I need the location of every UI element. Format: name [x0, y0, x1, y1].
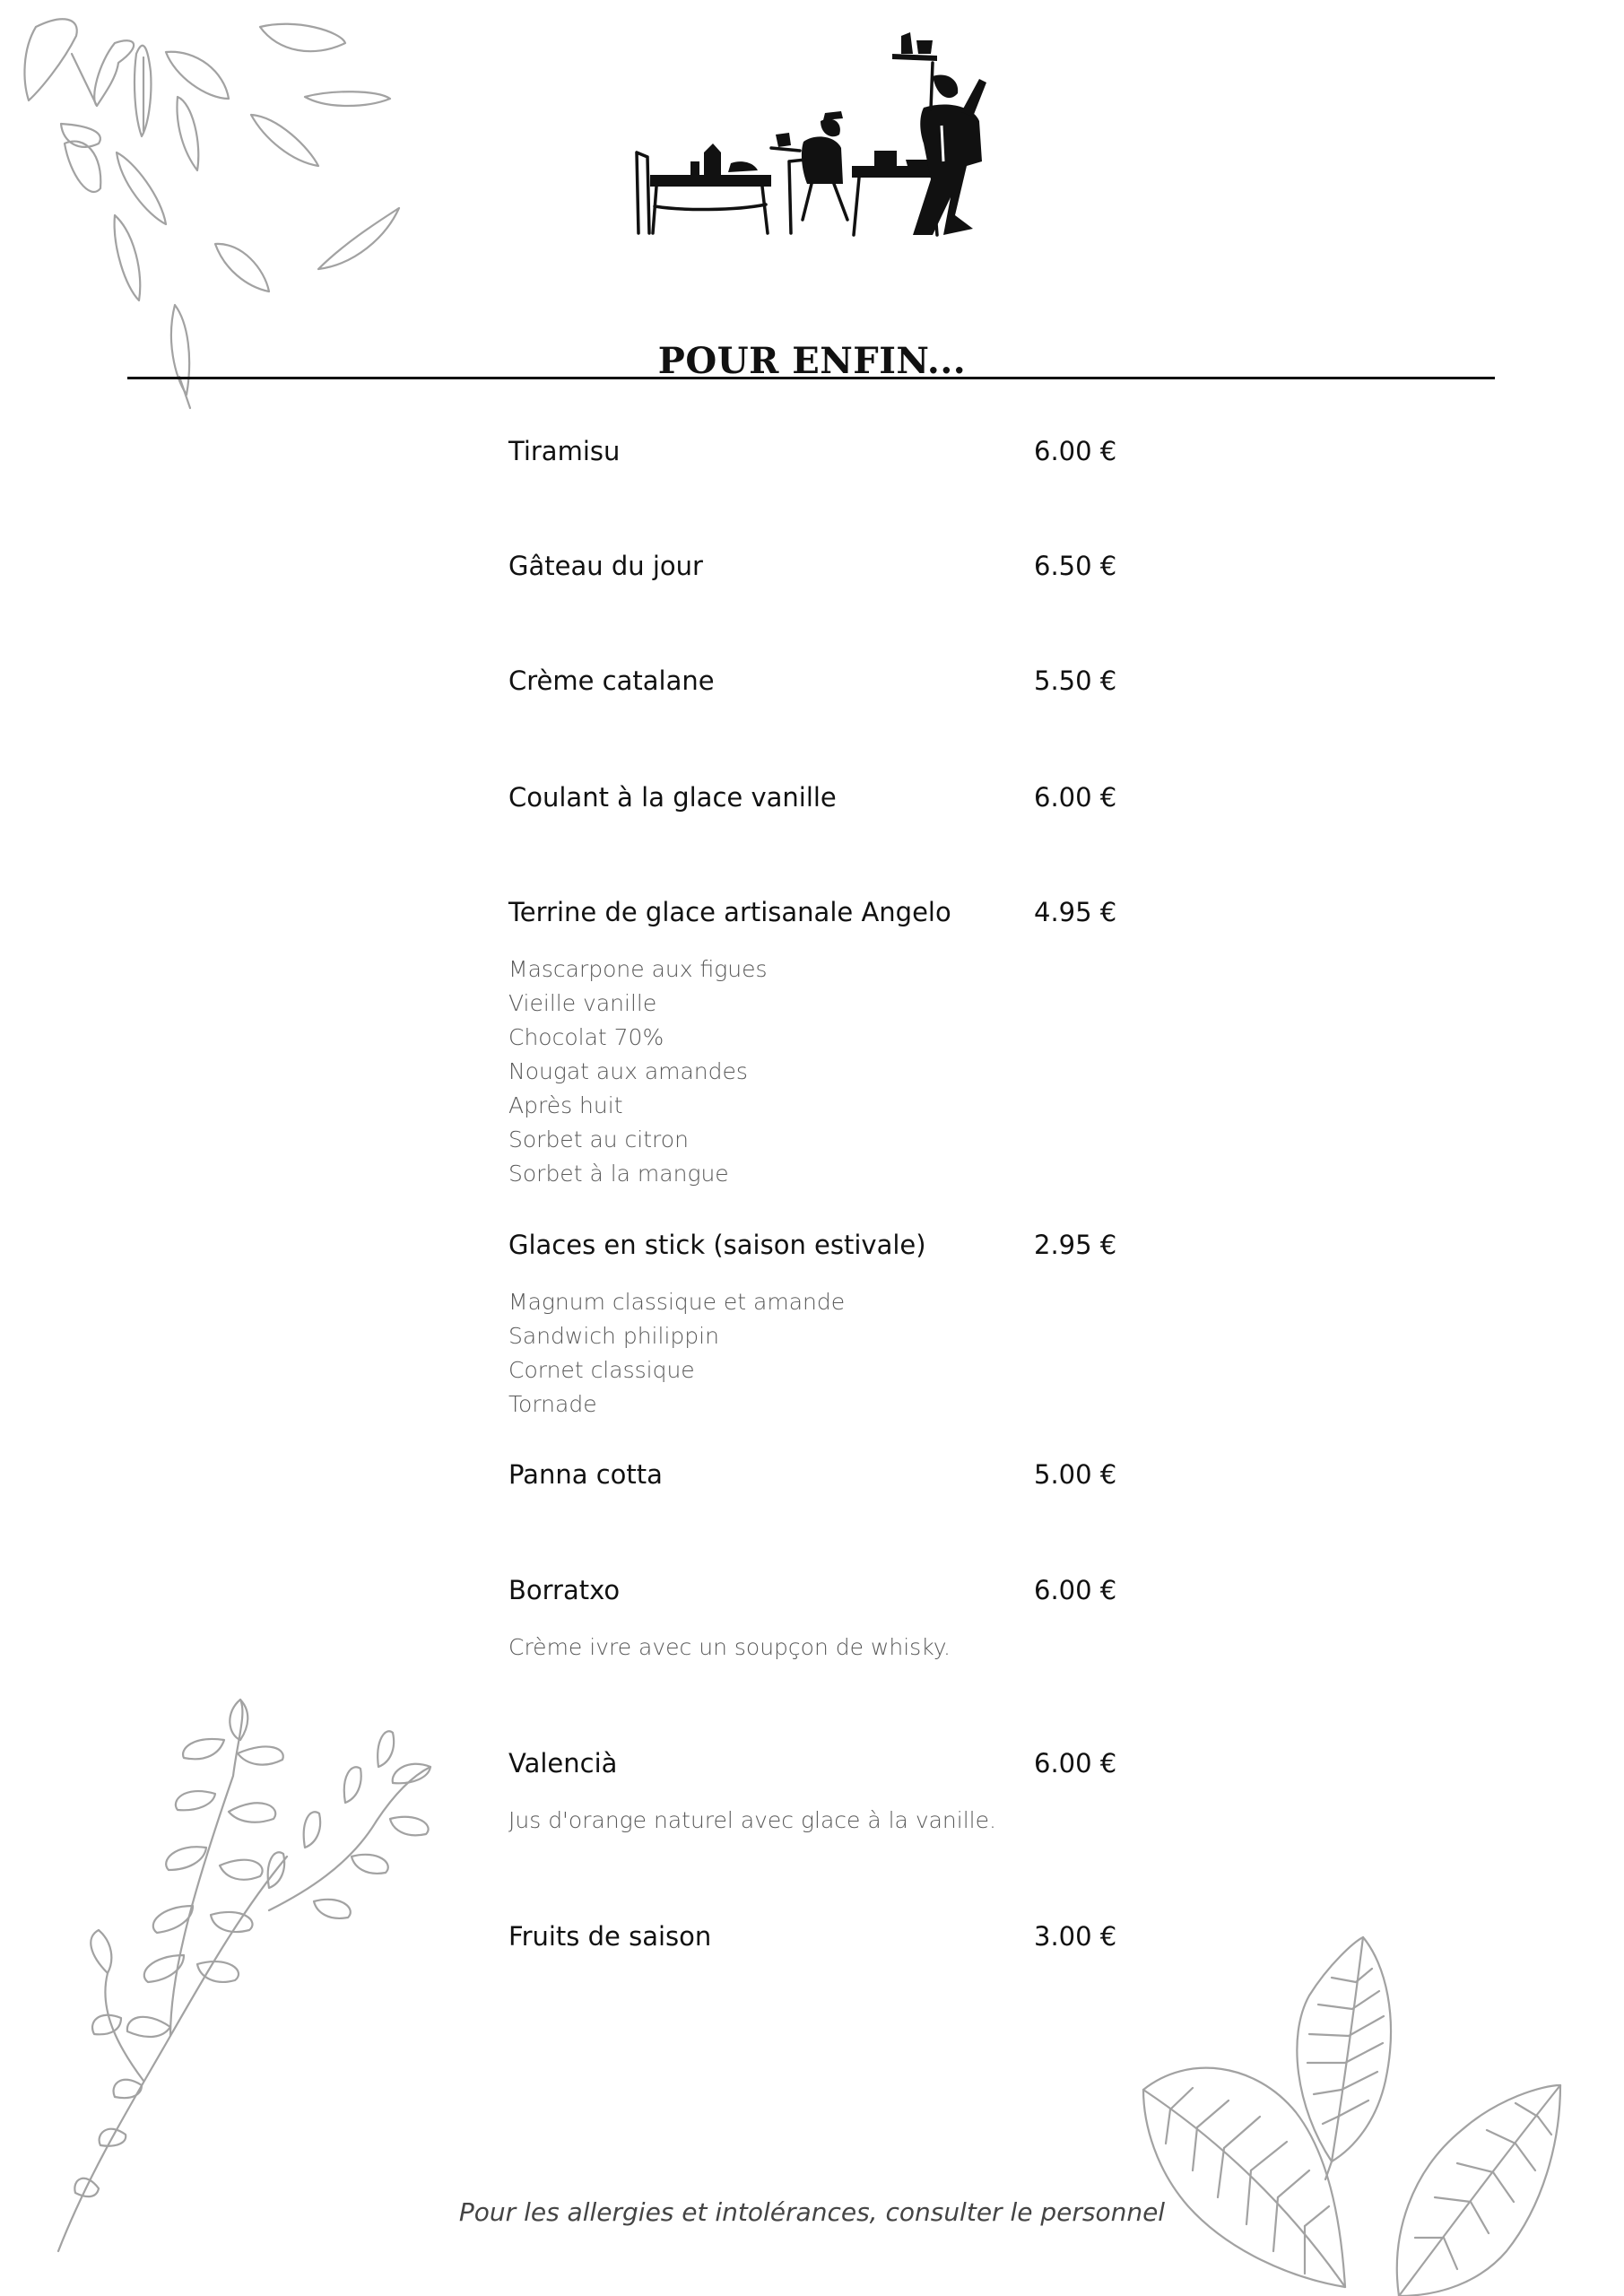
- flavour-line: Nougat aux amandes: [508, 1058, 748, 1084]
- item-name: Tiramisu: [508, 436, 621, 466]
- flavour-line: Sorbet au citron: [508, 1126, 689, 1152]
- item-name: Coulant à la glace vanille: [508, 782, 837, 813]
- item-name: Crème catalane: [508, 665, 715, 696]
- item-description: [508, 1804, 996, 1838]
- item-flavour-list: [508, 1285, 845, 1422]
- item-price: 4.95 €: [1034, 897, 1117, 927]
- large-leaves-illustration: [1130, 1928, 1578, 2296]
- item-price: 6.50 €: [1034, 551, 1117, 581]
- restaurant-waiter-illustration: [628, 27, 1004, 251]
- item-price: 3.00 €: [1034, 1921, 1117, 1952]
- item-flavour-list: [508, 952, 768, 1191]
- item-name: Glaces en stick (saison estivale): [508, 1230, 926, 1260]
- description-line: Jus d'orange naturel avec glace à la vanille.: [508, 1807, 996, 1833]
- item-price: 6.00 €: [1034, 1575, 1117, 1605]
- flavour-line: Sandwich philippin: [508, 1323, 719, 1349]
- flavour-line: Sorbet à la mangue: [508, 1161, 729, 1187]
- description-line: Crème ivre avec un soupçon de whisky.: [508, 1634, 951, 1660]
- item-price: 6.00 €: [1034, 1748, 1117, 1779]
- item-price: 5.50 €: [1034, 665, 1117, 696]
- flavour-line: Après huit: [508, 1092, 623, 1118]
- item-description: [508, 1631, 951, 1665]
- item-price: 5.00 €: [1034, 1459, 1117, 1490]
- flavour-line: Vieille vanille: [508, 990, 657, 1016]
- flavour-line: Mascarpone aux figues: [508, 956, 768, 982]
- flavour-line: Magnum classique et amande: [508, 1289, 846, 1315]
- item-name: Terrine de glace artisanale Angelo: [508, 897, 951, 927]
- item-name: Fruits de saison: [508, 1921, 712, 1952]
- item-price: 6.00 €: [1034, 782, 1117, 813]
- flavour-line: Tornade: [508, 1391, 597, 1417]
- item-name: Gâteau du jour: [508, 551, 703, 581]
- item-name: Valencià: [508, 1748, 618, 1779]
- title-divider: [127, 377, 1495, 379]
- item-name: Panna cotta: [508, 1459, 663, 1490]
- flavour-line: Chocolat 70%: [508, 1024, 664, 1050]
- item-price: 2.95 €: [1034, 1230, 1117, 1260]
- allergy-notice: Pour les allergies et intolérances, consulter le personnel: [458, 2197, 1166, 2227]
- page-title: POUR ENFIN...: [657, 339, 967, 382]
- item-name: Borratxo: [508, 1575, 621, 1605]
- item-price: 6.00 €: [1034, 436, 1117, 466]
- flavour-line: Cornet classique: [508, 1357, 695, 1383]
- leafy-branch-illustration: [36, 1686, 457, 2260]
